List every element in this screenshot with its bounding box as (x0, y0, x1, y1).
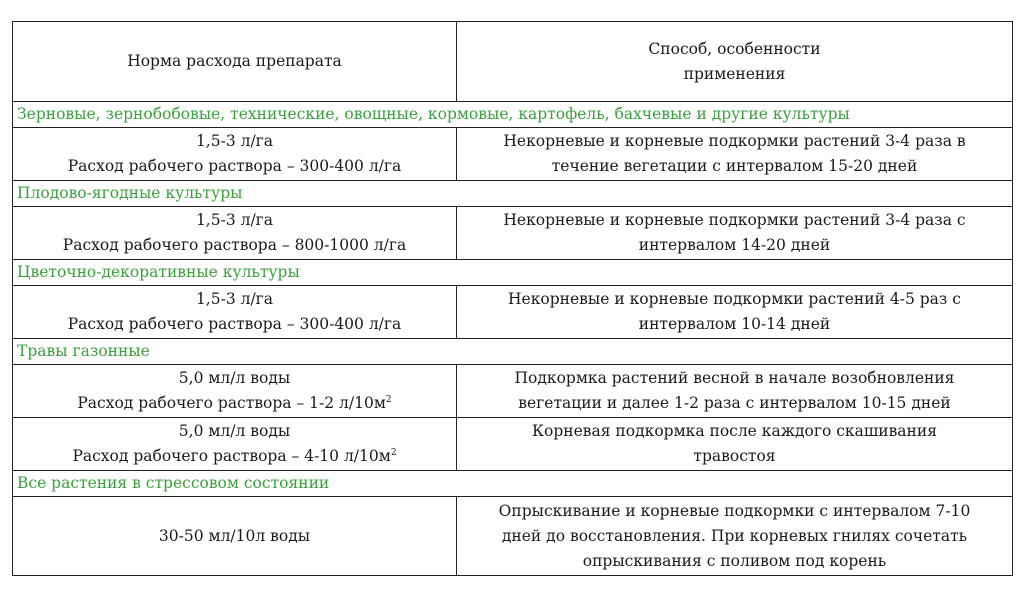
rate-cell: 30-50 мл/10л воды (13, 497, 457, 576)
table-row (13, 365, 1013, 418)
rate-cell: 5,0 мл/л воды Расход рабочего раствора – 4-10 $л/10м^2$ (13, 418, 457, 471)
rate-cell: 5,0 мл/л воды Расход рабочего раствора – 1-2 $л/10м^2$ (13, 365, 457, 418)
table-row (13, 497, 1013, 576)
section-row (13, 260, 1013, 286)
table-row (13, 207, 1013, 260)
superscript: 2 (385, 395, 392, 405)
section-title: Травы газонные (13, 339, 1013, 365)
rate-text: Расход рабочего раствора – 4-10 л/10м (72, 447, 391, 465)
section-title: Зерновые, зернобобовые, технические, овощные, кормовые, картофель, бахчевые и другие культуры (13, 102, 1013, 128)
table-row (13, 128, 1013, 181)
rate-cell: 1,5-3 л/га Расход рабочего раствора – 800-1000 л/га (13, 207, 457, 260)
method-cell: Некорневые и корневые подкормки растений 4-5 раз с интервалом 10-14 дней (457, 286, 1013, 339)
section-row (13, 102, 1013, 128)
method-cell: Корневая подкормка после каждого скашивания травостоя (457, 418, 1013, 471)
section-title: Плодово-ягодные культуры (13, 181, 1013, 207)
header-method: Способ, особенности применения (457, 22, 1013, 102)
table-row (13, 418, 1013, 471)
section-row (13, 339, 1013, 365)
superscript: 2 (390, 448, 397, 458)
section-row (13, 471, 1013, 497)
section-title: Все растения в стрессовом состоянии (13, 471, 1013, 497)
section-title: Цветочно-декоративные культуры (13, 260, 1013, 286)
method-cell: Подкормка растений весной в начале возобновления вегетации и далее 1-2 раза с интервалом 10-15 дней (457, 365, 1013, 418)
table-row (13, 286, 1013, 339)
method-cell: Некорневые и корневые подкормки растений 3-4 раза с интервалом 14-20 дней (457, 207, 1013, 260)
method-cell: Некорневые и корневые подкормки растений 3-4 раза в течение вегетации с интервалом 15-20 дней (457, 128, 1013, 181)
method-cell: Опрыскивание и корневые подкормки с интервалом 7-10 дней до восстановления. При корневых гнилях сочетать опрыскивания с поливом под корень (457, 497, 1013, 576)
rate-cell: 1,5-3 л/га Расход рабочего раствора – 300-400 л/га (13, 128, 457, 181)
rate-text: Расход рабочего раствора – 1-2 л/10м (77, 394, 386, 412)
table-header-row (13, 22, 1013, 102)
rate-cell: 1,5-3 л/га Расход рабочего раствора – 300-400 л/га (13, 286, 457, 339)
usage-rates-table (12, 21, 1013, 576)
header-rate: Норма расхода препарата (13, 22, 457, 102)
section-row (13, 181, 1013, 207)
